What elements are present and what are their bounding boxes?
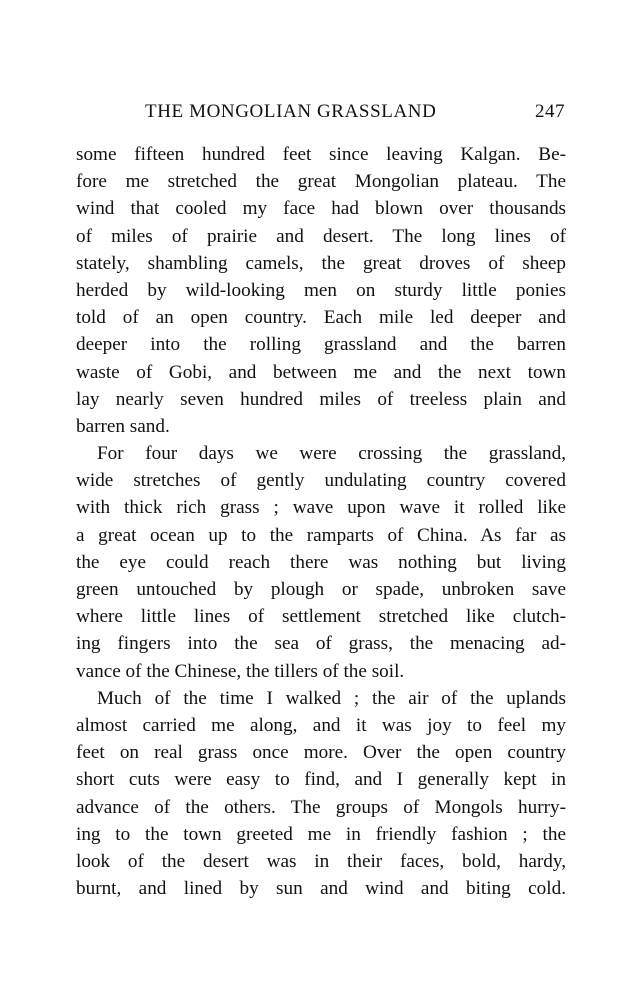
text-line: waste of Gobi, and between me and the next town — [76, 361, 566, 383]
text-line: with thick rich grass ; wave upon wave it rolled like — [76, 497, 566, 519]
text-line: stately, shambling camels, the great droves of sheep — [76, 252, 566, 274]
running-head — [145, 101, 565, 131]
text-line: herded by wild-looking men on sturdy little ponies — [76, 279, 566, 301]
text-line: fore me stretched the great Mongolian plateau. The — [76, 171, 566, 193]
text-line: where little lines of settlement stretched like clutch- — [76, 606, 566, 628]
text-line: a great ocean up to the ramparts of China. As far as — [76, 524, 566, 546]
body-text — [76, 141, 566, 902]
text-line: advance of the others. The groups of Mongols hurry- — [76, 796, 566, 818]
text-line: ing to the town greeted me in friendly fashion ; the — [76, 823, 566, 845]
text-line: feet on real grass once more. Over the open country — [76, 742, 566, 764]
text-line: barren sand. — [76, 415, 170, 437]
text-line: green untouched by plough or spade, unbroken save — [76, 579, 566, 600]
text-line: almost carried me along, and it was joy to feel my — [76, 714, 566, 736]
page-number: 247 — [535, 101, 565, 122]
chapter-title: THE MONGOLIAN GRASSLAND — [145, 101, 437, 122]
text-line: For four days we were crossing the grassland, — [97, 443, 566, 465]
text-line: deeper into the rolling grassland and the barren — [76, 334, 566, 356]
text-line: burnt, and lined by sun and wind and biting cold. — [76, 878, 566, 900]
text-line: the eye could reach there was nothing but living — [76, 551, 566, 573]
text-line: short cuts were easy to find, and I generally kept in — [76, 769, 566, 791]
text-line: told of an open country. Each mile led deeper and — [76, 307, 566, 329]
text-line: vance of the Chinese, the tillers of the soil. — [76, 660, 405, 682]
text-line: of miles of prairie and desert. The long lines of — [76, 225, 566, 247]
text-line: look of the desert was in their faces, bold, hardy, — [76, 850, 566, 872]
text-line: lay nearly seven hundred miles of treeless plain and — [76, 388, 566, 410]
text-line: wind that cooled my face had blown over thousands — [76, 198, 566, 220]
text-line: some fifteen hundred feet since leaving Kalgan. Be- — [76, 144, 566, 165]
text-line: wide stretches of gently undulating country covered — [76, 470, 566, 492]
text-line: Much of the time I walked ; the air of the uplands — [97, 687, 566, 709]
text-line: ing fingers into the sea of grass, the menacing ad- — [76, 633, 566, 655]
